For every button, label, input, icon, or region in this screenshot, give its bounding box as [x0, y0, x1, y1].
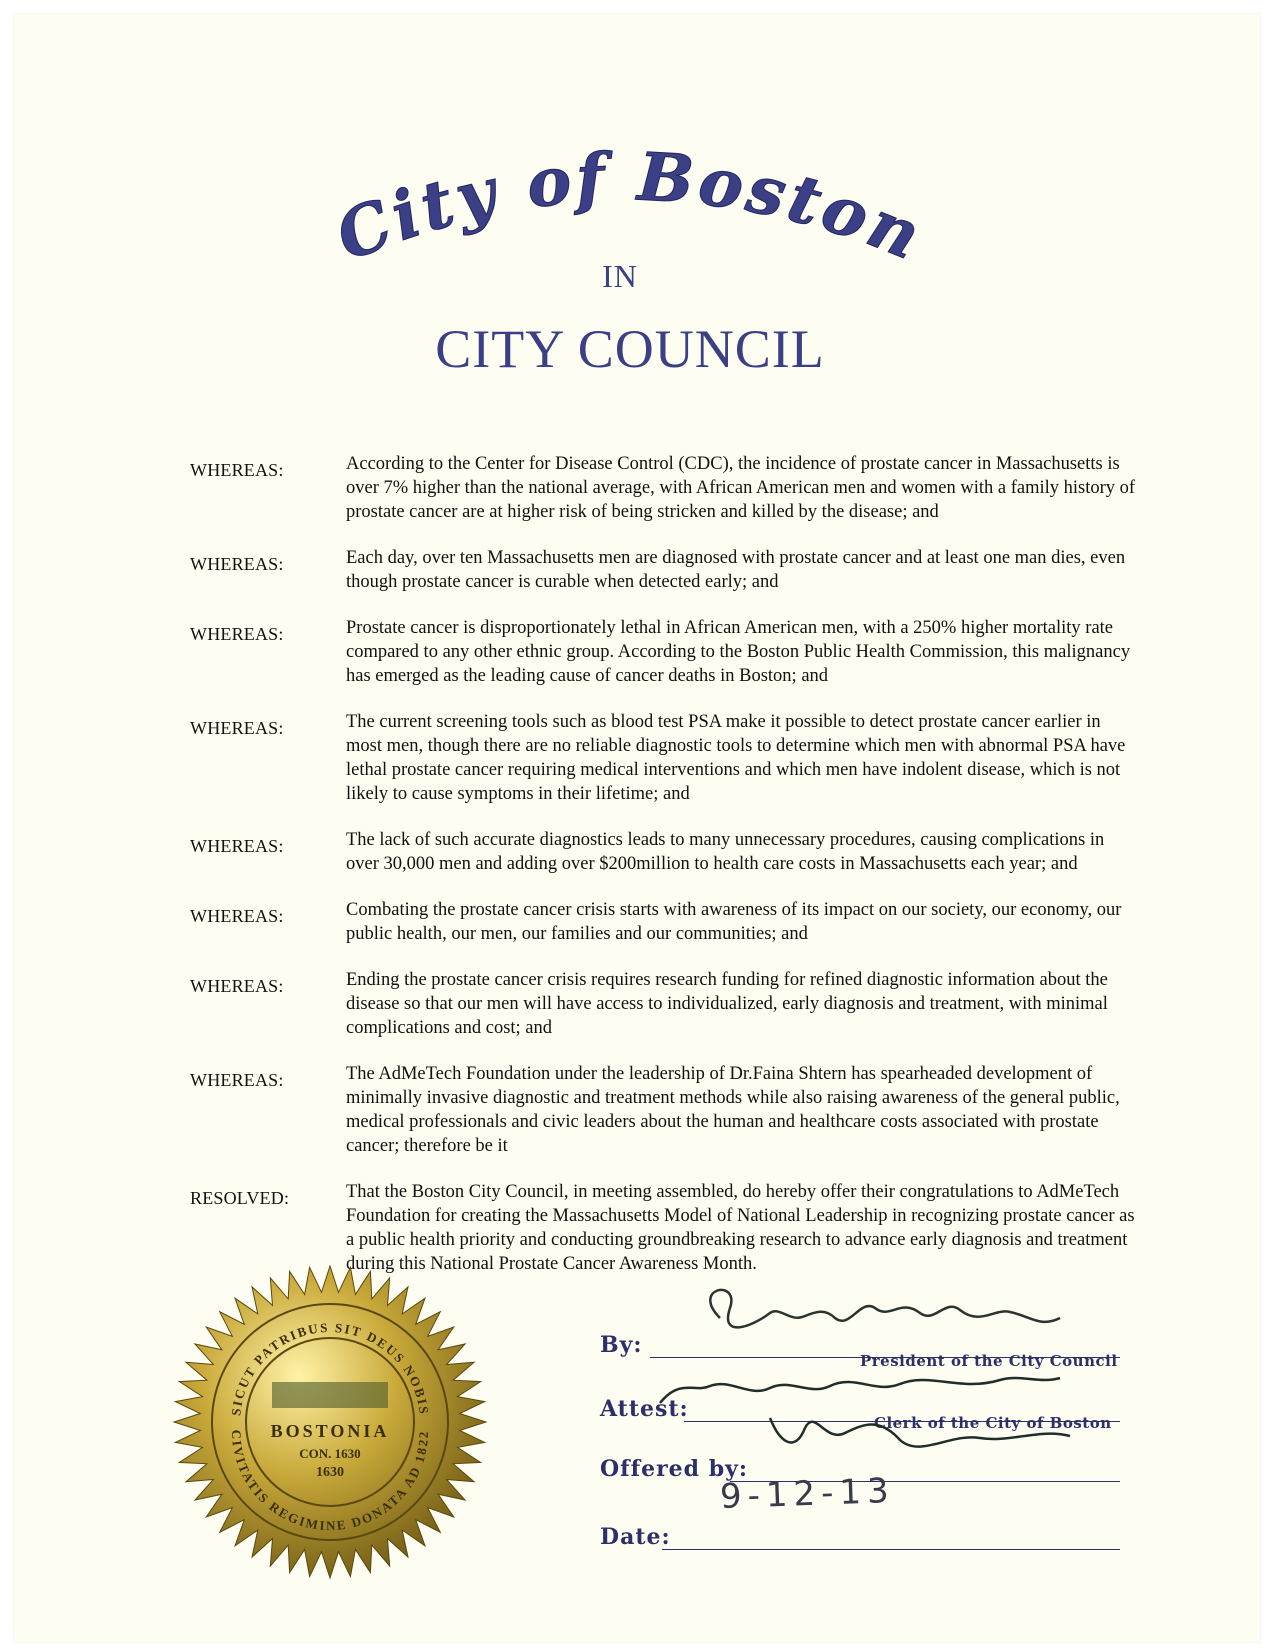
clause	[190, 546, 1150, 594]
signature-block	[600, 1300, 1160, 1600]
clause-label: WHEREAS:	[190, 718, 284, 738]
svg-text:City of Boston	[325, 137, 934, 276]
clause	[190, 1062, 1150, 1158]
clause-text: Each day, over ten Massachusetts men are diagnosed with prostate cancer and at least one man dies, even though prostate cancer is curable when detected early; and	[346, 548, 1126, 592]
seal-landscape	[272, 1382, 388, 1408]
clause-text: The AdMeTech Foundation under the leadership of Dr.Faina Shtern has spearheaded development of minimally invasive diagnostic and treatment methods while also raising awareness of the general public, medical professionals and civic leaders about the human and healthcare costs associated with prostate cancer; therefore be it	[346, 1064, 1120, 1156]
clause-text: Combating the prostate cancer crisis starts with awareness of its impact on our society, our economy, our public health, our men, our families and our communities; and	[346, 900, 1122, 944]
clause	[190, 828, 1150, 876]
clause-text: The current screening tools such as blood test PSA make it possible to detect prostate cancer earlier in most men, though there are no reliable diagnostic tools to determine which men with abnormal PSA have lethal prostate cancer requiring medical interventions and which men have indolent disease, which is not likely to cause symptoms in their lifetime; and	[346, 712, 1126, 804]
clause-text: The lack of such accurate diagnostics leads to many unnecessary procedures, causing complications in over 30,000 men and adding over $200million to health care costs in Massachusetts each year; and	[346, 830, 1105, 874]
heading-city-council: CITY COUNCIL	[435, 319, 825, 379]
attest-label: Attest:	[600, 1396, 689, 1422]
clause	[190, 968, 1150, 1040]
clause-label: WHEREAS:	[190, 624, 284, 644]
clerk-caption: Clerk of the City of Boston	[874, 1414, 1112, 1432]
clause	[190, 898, 1150, 946]
clause-label: WHEREAS:	[190, 1070, 284, 1090]
president-caption: President of the City Council	[860, 1352, 1118, 1370]
clause-text: Ending the prostate cancer crisis requires research funding for refined diagnostic information about the disease so that our men will have access to individualized, early diagnosis and treatment, with minimal complications and cost; and	[346, 970, 1108, 1038]
clause	[190, 452, 1150, 524]
city-of-boston-heading	[300, 120, 960, 330]
date-label: Date:	[600, 1524, 671, 1550]
offered-by-label: Offered by:	[600, 1456, 749, 1482]
heading-city-of-boston: City of Boston	[325, 137, 935, 277]
clause-text: According to the Center for Disease Control (CDC), the incidence of prostate cancer in Massachusetts is over 7% higher than the national average, with African American men and women with a family history of prostate cancer are at higher risk of being stricken and killed by the disease; and	[346, 454, 1136, 522]
clause	[190, 710, 1150, 806]
date-line	[662, 1549, 1120, 1550]
city-seal-emblem	[170, 1262, 490, 1582]
clause-label: RESOLVED:	[190, 1188, 290, 1208]
by-label: By:	[600, 1332, 643, 1358]
clause-label: WHEREAS:	[190, 836, 284, 856]
heading-in: IN	[602, 258, 638, 294]
clause-text: Prostate cancer is disproportionately lethal in African American men, with a 250% higher mortality rate compared to any other ethnic group. According to the Boston Public Health Commission, this malignancy has emerged as the leading cause of cancer deaths in Boston; and	[346, 618, 1131, 686]
seal-con: CON. 1630	[299, 1446, 361, 1461]
clause-label: WHEREAS:	[190, 460, 284, 480]
clause-label: WHEREAS:	[190, 976, 284, 996]
signature-row-date	[600, 1512, 1160, 1552]
seal-bostonia: BOSTONIA	[270, 1421, 390, 1441]
clause-label: WHEREAS:	[190, 554, 284, 574]
clause	[190, 616, 1150, 688]
resolution-clauses	[190, 452, 1150, 1298]
date-handwritten: 9-12-13	[719, 1470, 896, 1518]
seal-text-top: SICUT PATRIBUS SIT DEUS NOBIS	[228, 1319, 432, 1417]
clause-label: WHEREAS:	[190, 906, 284, 926]
seal-text-bottom: CIVITATIS REGIMINE DONATA AD 1822	[228, 1429, 432, 1534]
clause-text: That the Boston City Council, in meeting assembled, do hereby offer their congratulations to AdMeTech Foundation for creating the Massachusetts Model of National Leadership in recognizing prostate cancer as a public health priority and conducting groundbreaking research to advance early diagnosis and treatment during this National Prostate Cancer Awareness Month.	[346, 1182, 1135, 1274]
seal-year: 1630	[316, 1465, 344, 1480]
